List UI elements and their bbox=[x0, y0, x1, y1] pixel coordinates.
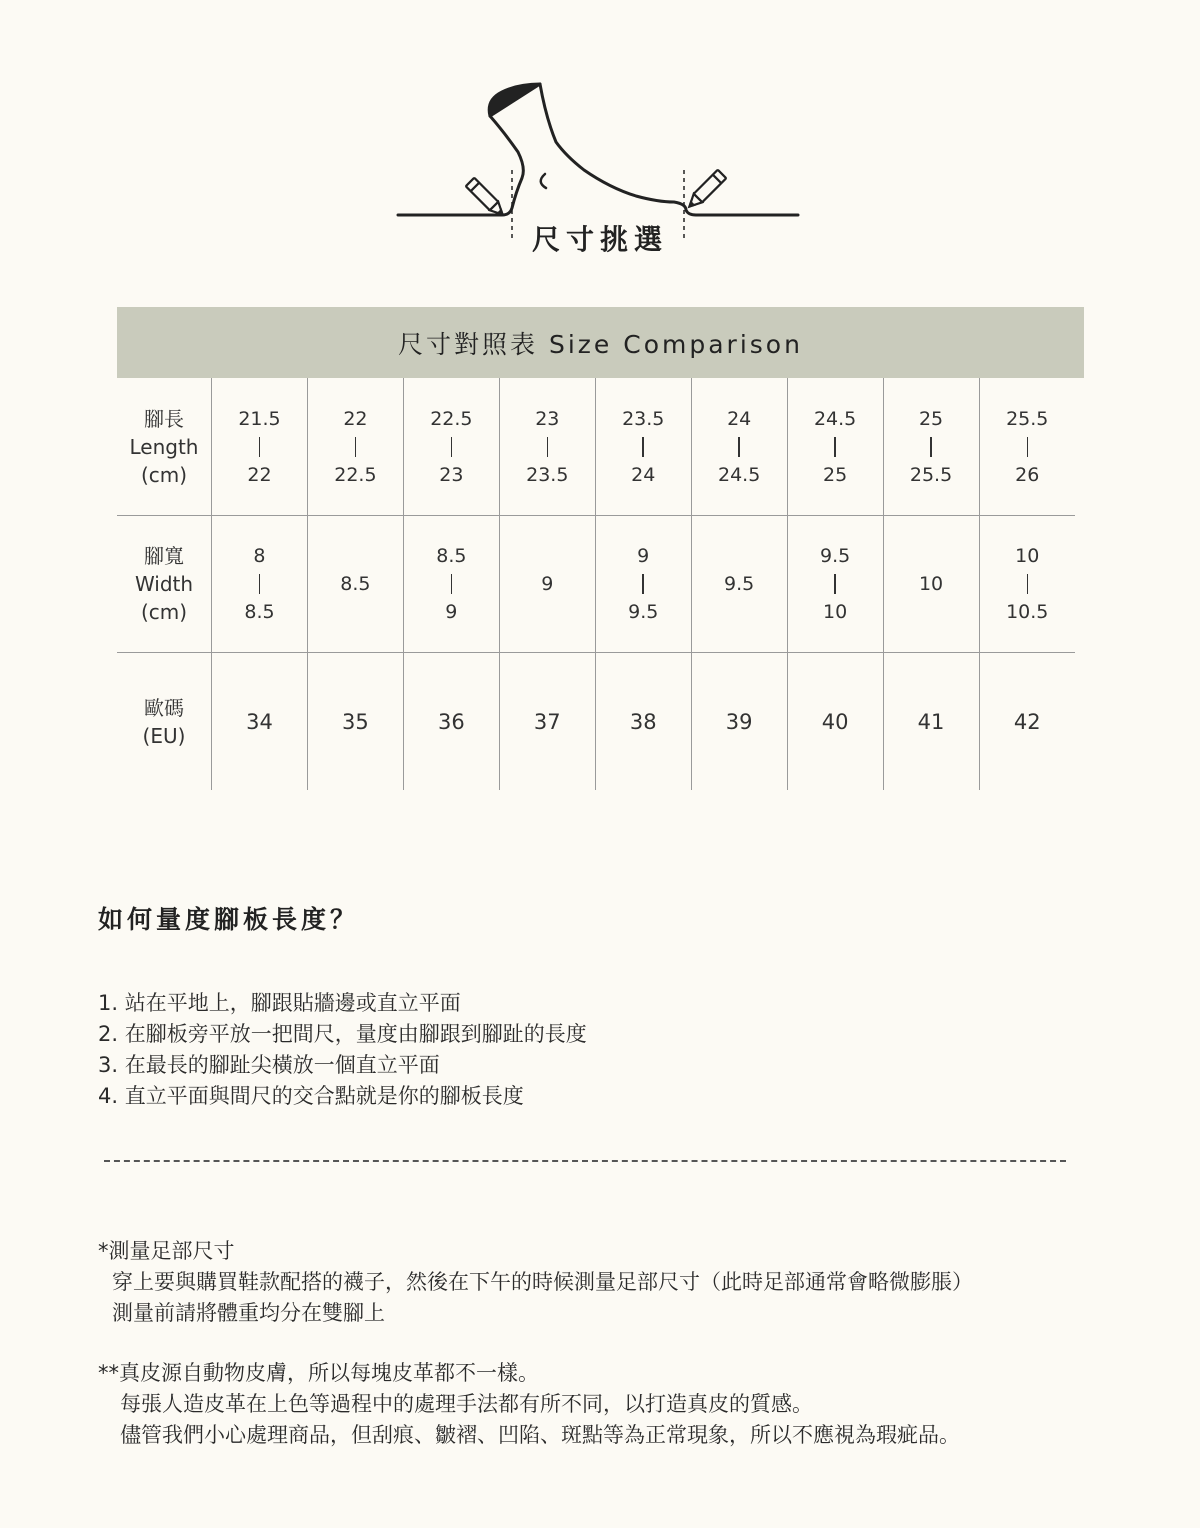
size-value: 22 bbox=[247, 463, 272, 486]
size-cell bbox=[403, 516, 499, 653]
size-value: 23 bbox=[439, 463, 464, 486]
step-item: 3. 在最長的腳趾尖橫放一個直立平面 bbox=[98, 1053, 440, 1077]
note-line: 儘管我們小心處理商品，但刮痕、皺褶、凹陷、斑點等為正常現象，所以不應視為瑕疵品。 bbox=[120, 1423, 960, 1447]
range-divider bbox=[642, 574, 644, 594]
size-cell bbox=[691, 516, 787, 653]
note-line: 每張人造皮革在上色等過程中的處理手法都有所不同，以打造真皮的質感。 bbox=[120, 1392, 813, 1416]
size-value: 10 bbox=[823, 601, 848, 623]
size-cell bbox=[883, 653, 979, 791]
row-label-line: 腳寬 bbox=[144, 544, 184, 568]
pencil-icon bbox=[466, 178, 507, 219]
size-value: 26 bbox=[1015, 463, 1040, 486]
row-label-line: (cm) bbox=[140, 600, 188, 624]
size-value: 8.5 bbox=[436, 545, 467, 567]
size-value: 24.5 bbox=[718, 463, 761, 486]
size-value: 42 bbox=[1013, 709, 1041, 734]
size-cell bbox=[212, 653, 308, 791]
size-value: 25.5 bbox=[909, 463, 953, 486]
size-value: 8.5 bbox=[340, 573, 371, 595]
size-value: 10 bbox=[918, 573, 944, 595]
row-label-line: (cm) bbox=[140, 462, 188, 487]
size-cell bbox=[499, 516, 595, 653]
size-cell bbox=[307, 378, 403, 516]
size-value: 24 bbox=[727, 407, 752, 430]
size-cell bbox=[499, 653, 595, 791]
size-cell bbox=[883, 516, 979, 653]
size-cell bbox=[883, 378, 979, 516]
size-cell bbox=[979, 378, 1075, 516]
size-value: 22.5 bbox=[430, 407, 473, 430]
row-label-line: Length bbox=[129, 434, 199, 459]
size-value: 21.5 bbox=[238, 407, 281, 430]
range-divider bbox=[642, 437, 644, 457]
size-value: 9 bbox=[541, 573, 554, 595]
pencil-icon bbox=[685, 170, 726, 211]
size-comparison-table bbox=[117, 307, 1084, 790]
range-divider bbox=[738, 437, 740, 457]
range-divider bbox=[547, 437, 549, 457]
size-cell bbox=[595, 653, 691, 791]
range-divider bbox=[930, 437, 932, 457]
size-value: 23 bbox=[535, 407, 560, 430]
size-value: 25 bbox=[918, 407, 944, 430]
size-value: 41 bbox=[917, 709, 945, 734]
size-cell bbox=[212, 378, 308, 516]
size-cell bbox=[691, 378, 787, 516]
how-to-title: 如何量度腳板長度？ bbox=[98, 905, 360, 934]
size-cell bbox=[979, 653, 1075, 791]
size-cell bbox=[403, 378, 499, 516]
row-label-line: 歐碼 bbox=[144, 695, 184, 720]
size-cell bbox=[403, 653, 499, 791]
step-item: 2. 在腳板旁平放一把間尺，量度由腳跟到腳趾的長度 bbox=[98, 1022, 587, 1046]
row-label-line: 腳長 bbox=[144, 406, 184, 431]
how-to-steps bbox=[98, 988, 587, 1112]
size-value: 9 bbox=[445, 601, 458, 623]
range-divider bbox=[259, 574, 261, 594]
size-cell bbox=[787, 516, 883, 653]
size-table-grid bbox=[117, 378, 1075, 790]
size-cell bbox=[787, 653, 883, 791]
size-value: 23.5 bbox=[622, 407, 665, 430]
table-row bbox=[117, 516, 1075, 653]
range-divider bbox=[355, 437, 357, 457]
size-value: 38 bbox=[629, 709, 657, 734]
step-item: 4. 直立平面與間尺的交合點就是你的腳板長度 bbox=[98, 1084, 524, 1108]
size-value: 24.5 bbox=[813, 407, 857, 430]
size-value: 10 bbox=[1015, 545, 1040, 567]
size-value: 37 bbox=[533, 709, 561, 734]
size-value: 9 bbox=[637, 545, 650, 567]
size-cell bbox=[979, 516, 1075, 653]
row-label bbox=[117, 516, 212, 653]
size-value: 40 bbox=[821, 709, 849, 734]
range-divider bbox=[451, 437, 453, 457]
size-value: 8.5 bbox=[244, 601, 275, 623]
row-label-line: (EU) bbox=[142, 723, 186, 748]
row-label bbox=[117, 378, 212, 516]
size-value: 9.5 bbox=[628, 601, 659, 623]
size-value: 25 bbox=[823, 463, 848, 486]
measure-note bbox=[98, 1236, 973, 1329]
note-title: *測量足部尺寸 bbox=[98, 1239, 235, 1263]
table-row bbox=[117, 653, 1075, 791]
size-cell bbox=[307, 516, 403, 653]
size-value: 9.5 bbox=[819, 545, 851, 567]
row-label bbox=[117, 653, 212, 791]
size-value: 39 bbox=[725, 709, 753, 734]
note-line: 測量前請將體重均分在雙腳上 bbox=[112, 1301, 385, 1325]
size-value: 25.5 bbox=[1006, 407, 1049, 430]
note-line: 穿上要與購買鞋款配搭的襪子，然後在下午的時候測量足部尺寸（此時足部通常會略微膨脹） bbox=[112, 1270, 973, 1294]
size-value: 36 bbox=[437, 709, 465, 734]
range-divider bbox=[1027, 574, 1029, 594]
size-value: 22 bbox=[343, 407, 368, 430]
size-cell bbox=[691, 653, 787, 791]
size-cell bbox=[212, 516, 308, 653]
size-cell bbox=[307, 653, 403, 791]
size-cell bbox=[595, 378, 691, 516]
size-value: 23.5 bbox=[526, 463, 569, 486]
size-value: 9.5 bbox=[724, 573, 755, 595]
table-title: 尺寸對照表 Size Comparison bbox=[117, 307, 1084, 378]
range-divider bbox=[834, 437, 836, 457]
range-divider bbox=[834, 574, 836, 594]
size-value: 22.5 bbox=[334, 463, 377, 486]
note-title: **真皮源自動物皮膚，所以每塊皮革都不一樣。 bbox=[98, 1361, 539, 1385]
range-divider bbox=[259, 437, 261, 457]
range-divider bbox=[1027, 437, 1029, 457]
range-divider bbox=[451, 574, 453, 594]
size-value: 10.5 bbox=[1006, 601, 1049, 623]
size-value: 35 bbox=[342, 709, 369, 734]
leather-note bbox=[98, 1358, 960, 1451]
illustration-title: 尺寸挑選 bbox=[531, 223, 668, 256]
size-value: 24 bbox=[631, 463, 656, 486]
step-item: 1. 站在平地上，腳跟貼牆邊或直立平面 bbox=[98, 991, 461, 1015]
size-cell bbox=[787, 378, 883, 516]
size-cell bbox=[499, 378, 595, 516]
size-value: 8 bbox=[253, 545, 266, 567]
size-cell bbox=[595, 516, 691, 653]
foot-icon bbox=[398, 84, 798, 215]
table-row bbox=[117, 378, 1075, 516]
dashed-divider bbox=[104, 1160, 1066, 1162]
row-label-line: Width bbox=[134, 572, 194, 596]
size-value: 34 bbox=[246, 709, 273, 734]
